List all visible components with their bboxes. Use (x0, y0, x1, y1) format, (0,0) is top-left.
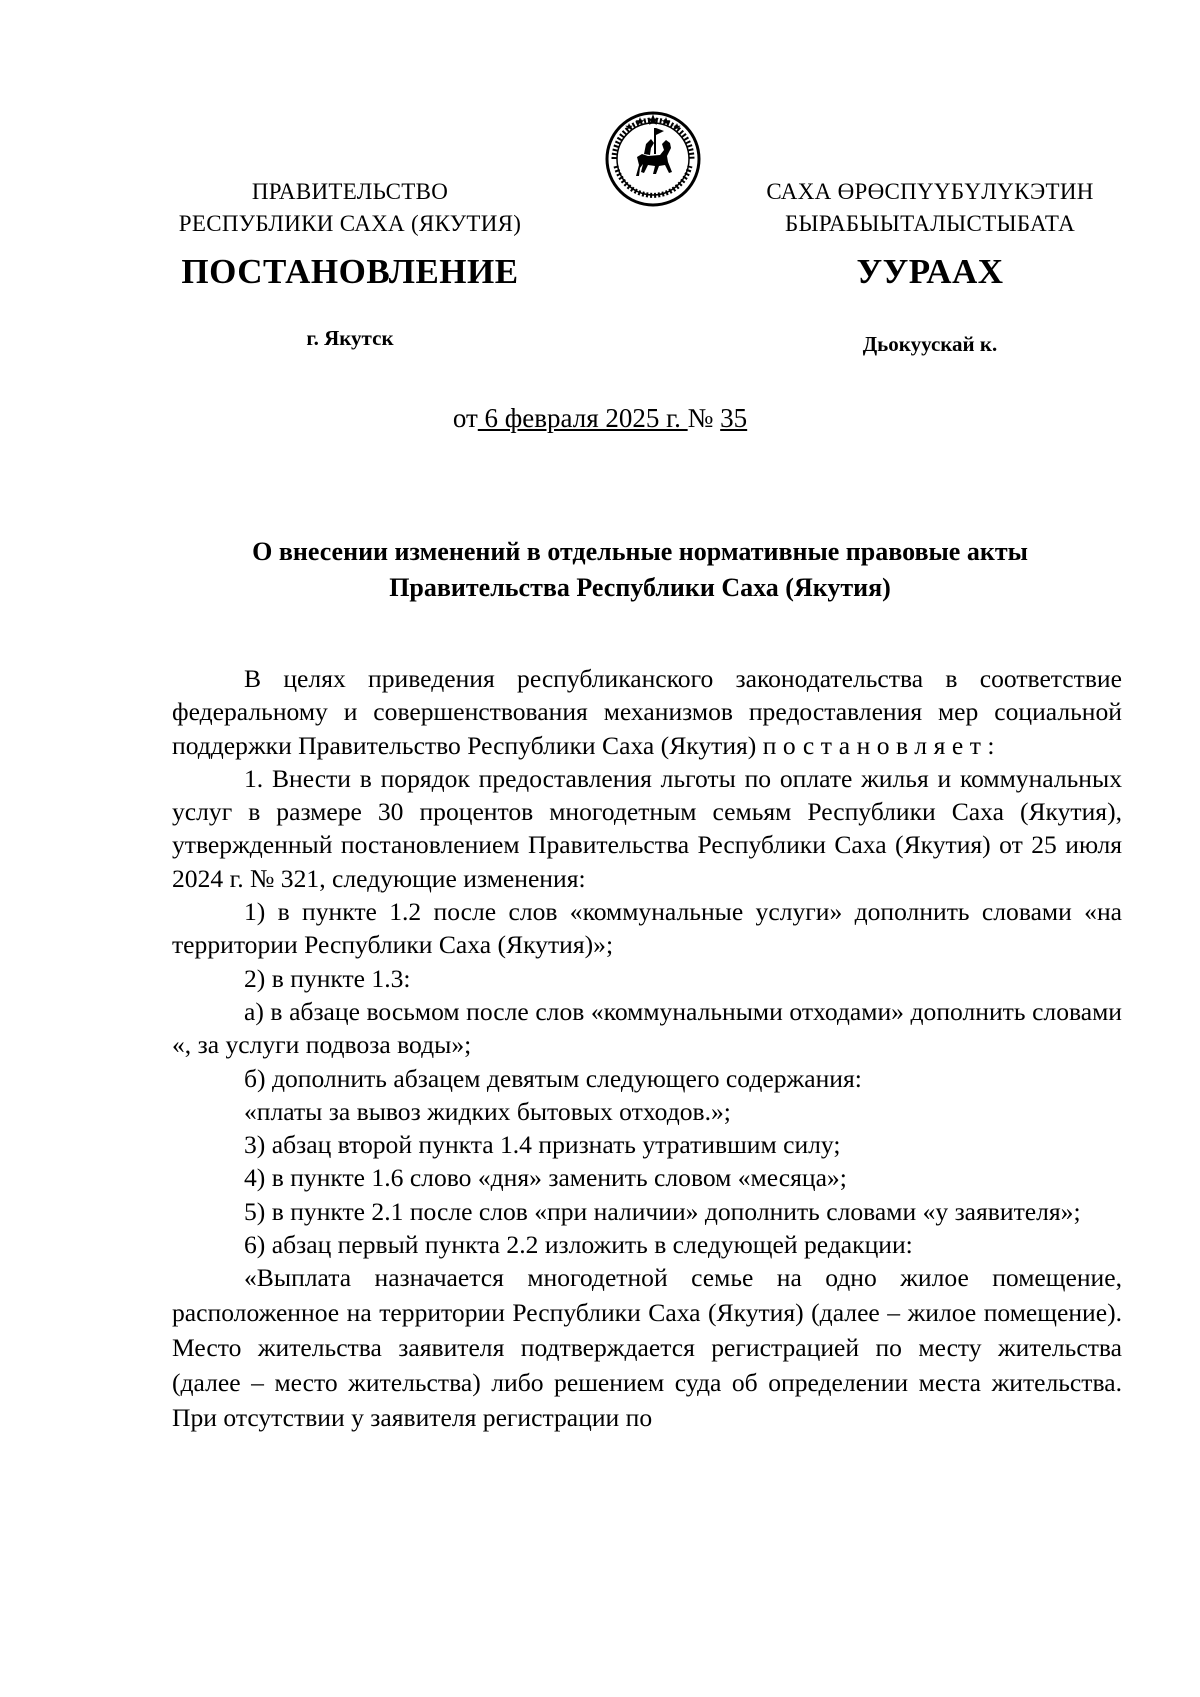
number-sign: № (687, 403, 714, 433)
date-line (0, 403, 1200, 434)
paragraph-4: а) в абзаце восьмом после слов «коммунальными отходами» дополнить словами «, за услуги подвоза воды»; (172, 996, 1122, 1060)
paragraph-3: 2) в пункте 1.3: (244, 963, 411, 993)
doc-type-yakut: УУРААХ (856, 252, 1004, 291)
paragraph-5: б) дополнить абзацем девятым следующего содержания: (244, 1063, 862, 1093)
paragraph-10: 6) абзац первый пункта 2.2 изложить в следующей редакции: (244, 1230, 913, 1260)
intro-text: В целях приведения республиканского законодательства в соответствие федеральному и совершенствования механизмов предоставления мер социальной поддержки Правительство Республики Саха (Якутия) (172, 664, 1122, 760)
document-number: 35 (720, 403, 748, 433)
issuer-yakut (740, 176, 1120, 240)
issuer-yakut-line-2: БЫРАБЫЫТАЛЫСТЫБАТА (784, 211, 1076, 236)
city-yakut: Дьокуускай к. (862, 332, 998, 356)
document-body (172, 662, 1122, 1435)
city-russian: г. Якутск (306, 326, 394, 350)
document-title-line-2: Правительства Республики Саха (Якутия) (389, 573, 891, 602)
paragraph-intro (172, 662, 1122, 762)
date-prefix: от (452, 403, 478, 433)
issuer-line-1: ПРАВИТЕЛЬСТВО (251, 179, 449, 204)
paragraph-2: 1) в пункте 1.2 после слов «коммунальные услуги» дополнить словами «на территории Республики Саха (Якутия)»; (172, 897, 1122, 960)
doc-type-russian: ПОСТАНОВЛЕНИЕ (181, 252, 519, 291)
paragraph-9: 5) в пункте 2.1 после слов «при наличии» дополнить словами «у заявителя»; (244, 1196, 1081, 1226)
paragraph-6: «платы за вывоз жидких бытовых отходов.»; (244, 1096, 731, 1126)
issuer-yakut-line-1: САХА ӨРӨСПҮҮБҮЛҮКЭТИН (766, 179, 1094, 204)
document-title (160, 534, 1120, 606)
date-value: 6 февраля 2025 г. (477, 403, 688, 433)
issuer-line-2: РЕСПУБЛИКИ САХА (ЯКУТИЯ) (178, 211, 522, 236)
decree-word: постановляет: (762, 730, 1002, 760)
paragraph-1: 1. Внести в порядок предоставления льготы по оплате жилья и коммунальных услуг в размере 30 процентов многодетным семьям Республики Саха (Якутия), утвержденный постановлением Правительства Республики Саха (Якутия) от 25 июля 2024 г. № 321, следующие изменения: (172, 763, 1122, 893)
paragraph-8: 4) в пункте 1.6 слово «дня» заменить словом «месяца»; (244, 1163, 847, 1193)
issuer-russian (150, 176, 550, 240)
paragraph-7: 3) абзац второй пункта 1.4 признать утратившим силу; (244, 1130, 841, 1160)
document-title-line-1: О внесении изменений в отдельные нормативные правовые акты (252, 537, 1028, 566)
sakha-republic-coat-of-arms-icon (604, 110, 702, 208)
paragraph-11: «Выплата назначается многодетной семье на одно жилое помещение, расположенное на территории Республики Саха (Якутия) (далее – жилое помещение). Место жительства заявителя подтверждается регистрацией по месту жительства (далее – место жительства) либо решением суда об определении места жительства. При отсутствии у заявителя регистрации по (172, 1263, 1122, 1432)
